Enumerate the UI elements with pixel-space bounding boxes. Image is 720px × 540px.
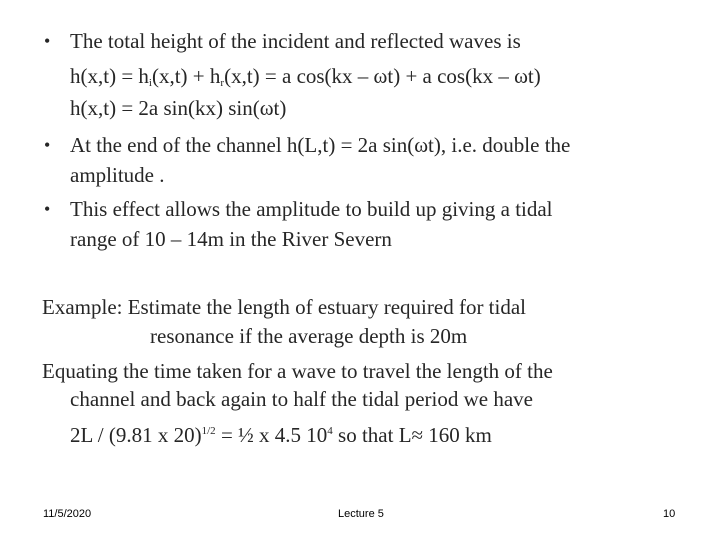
example-line-2: resonance if the average depth is 20m <box>150 324 468 348</box>
subscript-i: i <box>148 77 152 89</box>
bullet-marker-1: • <box>44 31 51 51</box>
superscript-four: 4 <box>327 425 333 437</box>
example-line-4: channel and back again to half the tidal period we have <box>70 387 533 411</box>
subscript-r: r <box>220 77 225 89</box>
bullet-1-equation-sum <box>70 63 541 89</box>
footer-lecture: Lecture 5 <box>338 508 384 520</box>
bullet-1-equation-product: h(x,t) = 2a sin(kx) sin(ωt) <box>70 96 287 120</box>
example-line-1: Example: Estimate the length of estuary required for tidal <box>42 295 527 319</box>
eq-part: 2L / (9.81 x 20) <box>70 423 202 447</box>
eq-part: (x,t) + h <box>151 64 221 88</box>
eq-part: = ½ x 4.5 10 <box>215 423 328 447</box>
example-equation <box>70 422 492 448</box>
bullet-1-line-1: The total height of the incident and reflected waves is <box>70 29 521 53</box>
eq-part: so that L≈ 160 km <box>332 423 492 447</box>
bullet-marker-2: • <box>44 135 51 155</box>
footer-page-number: 10 <box>663 508 676 520</box>
superscript-half: 1/2 <box>201 425 216 437</box>
bullet-2-line-2: amplitude . <box>70 163 165 187</box>
eq-part: (x,t) = a cos(kx – ωt) + a cos(kx – ωt) <box>224 64 541 88</box>
footer-date: 11/5/2020 <box>43 508 92 520</box>
example-line-3: Equating the time taken for a wave to travel the length of the <box>42 359 553 383</box>
bullet-3-line-1: This effect allows the amplitude to build up giving a tidal <box>70 197 553 221</box>
bullet-3-line-2: range of 10 – 14m in the River Severn <box>70 227 392 251</box>
bullet-2-line-1: At the end of the channel h(L,t) = 2a sin(ωt), i.e. double the <box>70 133 571 157</box>
eq-part: h(x,t) = h <box>70 64 149 88</box>
bullet-marker-3: • <box>44 199 51 219</box>
